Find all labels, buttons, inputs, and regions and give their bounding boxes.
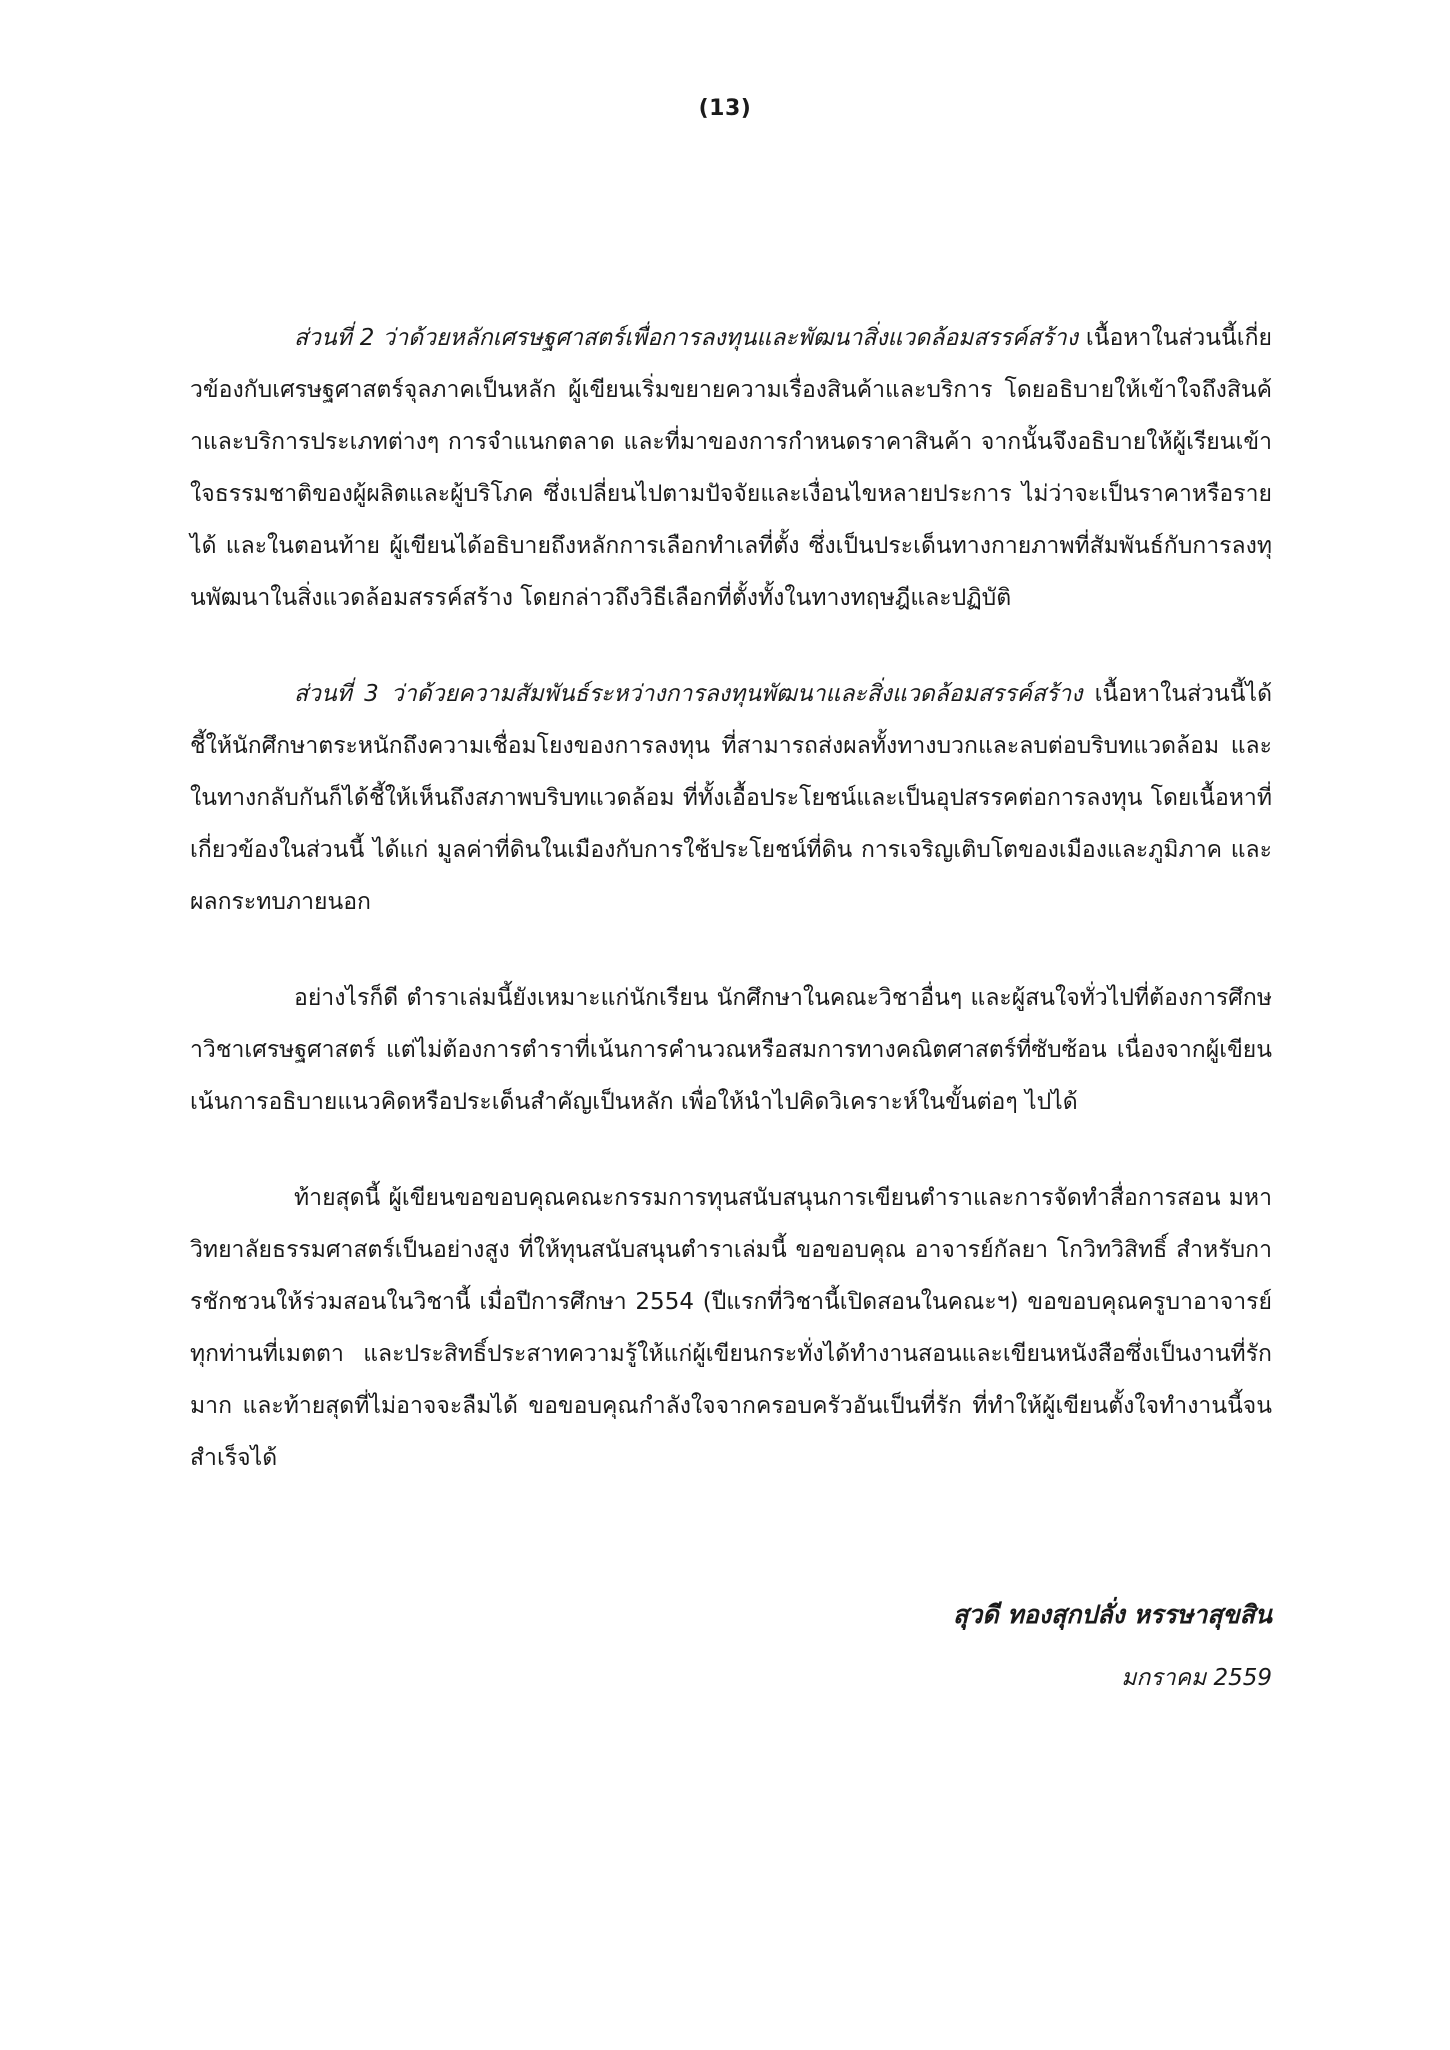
paragraph-lead: ส่วนที่ 3 ว่าด้วยความสัมพันธ์ระหว่างการลงทุนพัฒนาและสิ่งแวดล้อมสรรค์สร้าง [294,681,1083,707]
paragraph-acknowledgements [190,1172,1272,1484]
paragraph-text: ท้ายสุดนี้ ผู้เขียนขอขอบคุณคณะกรรมการทุนสนับสนุนการเขียนตำราและการจัดทำสื่อการสอน มหาวิทยาลัยธรรมศาสตร์เป็นอย่างสูง ที่ให้ทุนสนับสนุนตำราเล่มนี้ ขอขอบคุณ อาจารย์กัลยา โกวิทวิสิทธิ์ สำหรับการชักชวนให้ร่วมสอนในวิชานี้ เมื่อปีการศึกษา 2554 (ปีแรกที่วิชานี้เปิดสอนในคณะฯ) ขอขอบคุณครูบาอาจารย์ทุกท่านที่เมตตา และประสิทธิ์ประสาทความรู้ให้แก่ผู้เขียนกระทั่งได้ทำงานสอนและเขียนหนังสือซึ่งเป็นงานที่รักมาก และท้ายสุดที่ไม่อาจจะลืมได้ ขอขอบคุณกำลังใจจากครอบครัวอันเป็นที่รัก ที่ทำให้ผู้เขียนตั้งใจทำงานนี้จนสำเร็จได้ [190,1185,1272,1471]
preface-body [190,312,1272,1528]
page-number: (13) [698,96,752,121]
paragraph-lead: ส่วนที่ 2 ว่าด้วยหลักเศรษฐศาสตร์เพื่อการลงทุนและพัฒนาสิ่งแวดล้อมสรรค์สร้าง [294,325,1078,351]
paragraph-audience [190,972,1272,1128]
paragraph-text: เนื้อหาในส่วนนี้ได้ชี้ให้นักศึกษาตระหนักถึงความเชื่อมโยงของการลงทุน ที่สามารถส่งผลทั้งทางบวกและลบต่อบริบทแวดล้อม และในทางกลับกันก็ได้ชี้ให้เห็นถึงสภาพบริบทแวดล้อม ที่ทั้งเอื้อประโยชน์และเป็นอุปสรรคต่อการลงทุน โดยเนื้อหาที่เกี่ยวข้องในส่วนนี้ ได้แก่ มูลค่าที่ดินในเมืองกับการใช้ประโยชน์ที่ดิน การเจริญเติบโตของเมืองและภูมิภาค และผลกระทบภายนอก [190,681,1273,915]
author-signature: สุวดี ทองสุกปลั่ง หรรษาสุขสิน [953,1600,1272,1629]
paragraph-part-3 [190,668,1272,928]
paragraph-part-2 [190,312,1272,624]
paragraph-text: อย่างไรก็ดี ตำราเล่มนี้ยังเหมาะแก่นักเรียน นักศึกษาในคณะวิชาอื่นๆ และผู้สนใจทั่วไปที่ต้องการศึกษาวิชาเศรษฐศาสตร์ แต่ไม่ต้องการตำราที่เน้นการคำนวณหรือสมการทางคณิตศาสตร์ที่ซับซ้อน เนื่องจากผู้เขียนเน้นการอธิบายแนวคิดหรือประเด็นสำคัญเป็นหลัก เพื่อให้นำไปคิดวิเคราะห์ในขั้นต่อๆ ไปได้ [190,985,1272,1115]
signature-date: มกราคม 2559 [1121,1665,1272,1691]
paragraph-text: เนื้อหาในส่วนนี้เกี่ยวข้องกับเศรษฐศาสตร์จุลภาคเป็นหลัก ผู้เขียนเริ่มขยายความเรื่องสินค้าและบริการ โดยอธิบายให้เข้าใจถึงสินค้าและบริการประเภทต่างๆ การจำแนกตลาด และที่มาของการกำหนดราคาสินค้า จากนั้นจึงอธิบายให้ผู้เรียนเข้าใจธรรมชาติของผู้ผลิตและผู้บริโภค ซึ่งเปลี่ยนไปตามปัจจัยและเงื่อนไขหลายประการ ไม่ว่าจะเป็นราคาหรือรายได้ และในตอนท้าย ผู้เขียนได้อธิบายถึงหลักการเลือกทำเลที่ตั้ง ซึ่งเป็นประเด็นทางกายภาพที่สัมพันธ์กับการลงทุนพัฒนาในสิ่งแวดล้อมสรรค์สร้าง โดยกล่าวถึงวิธีเลือกที่ตั้งทั้งในทางทฤษฎีและปฏิบัติ [190,325,1272,611]
